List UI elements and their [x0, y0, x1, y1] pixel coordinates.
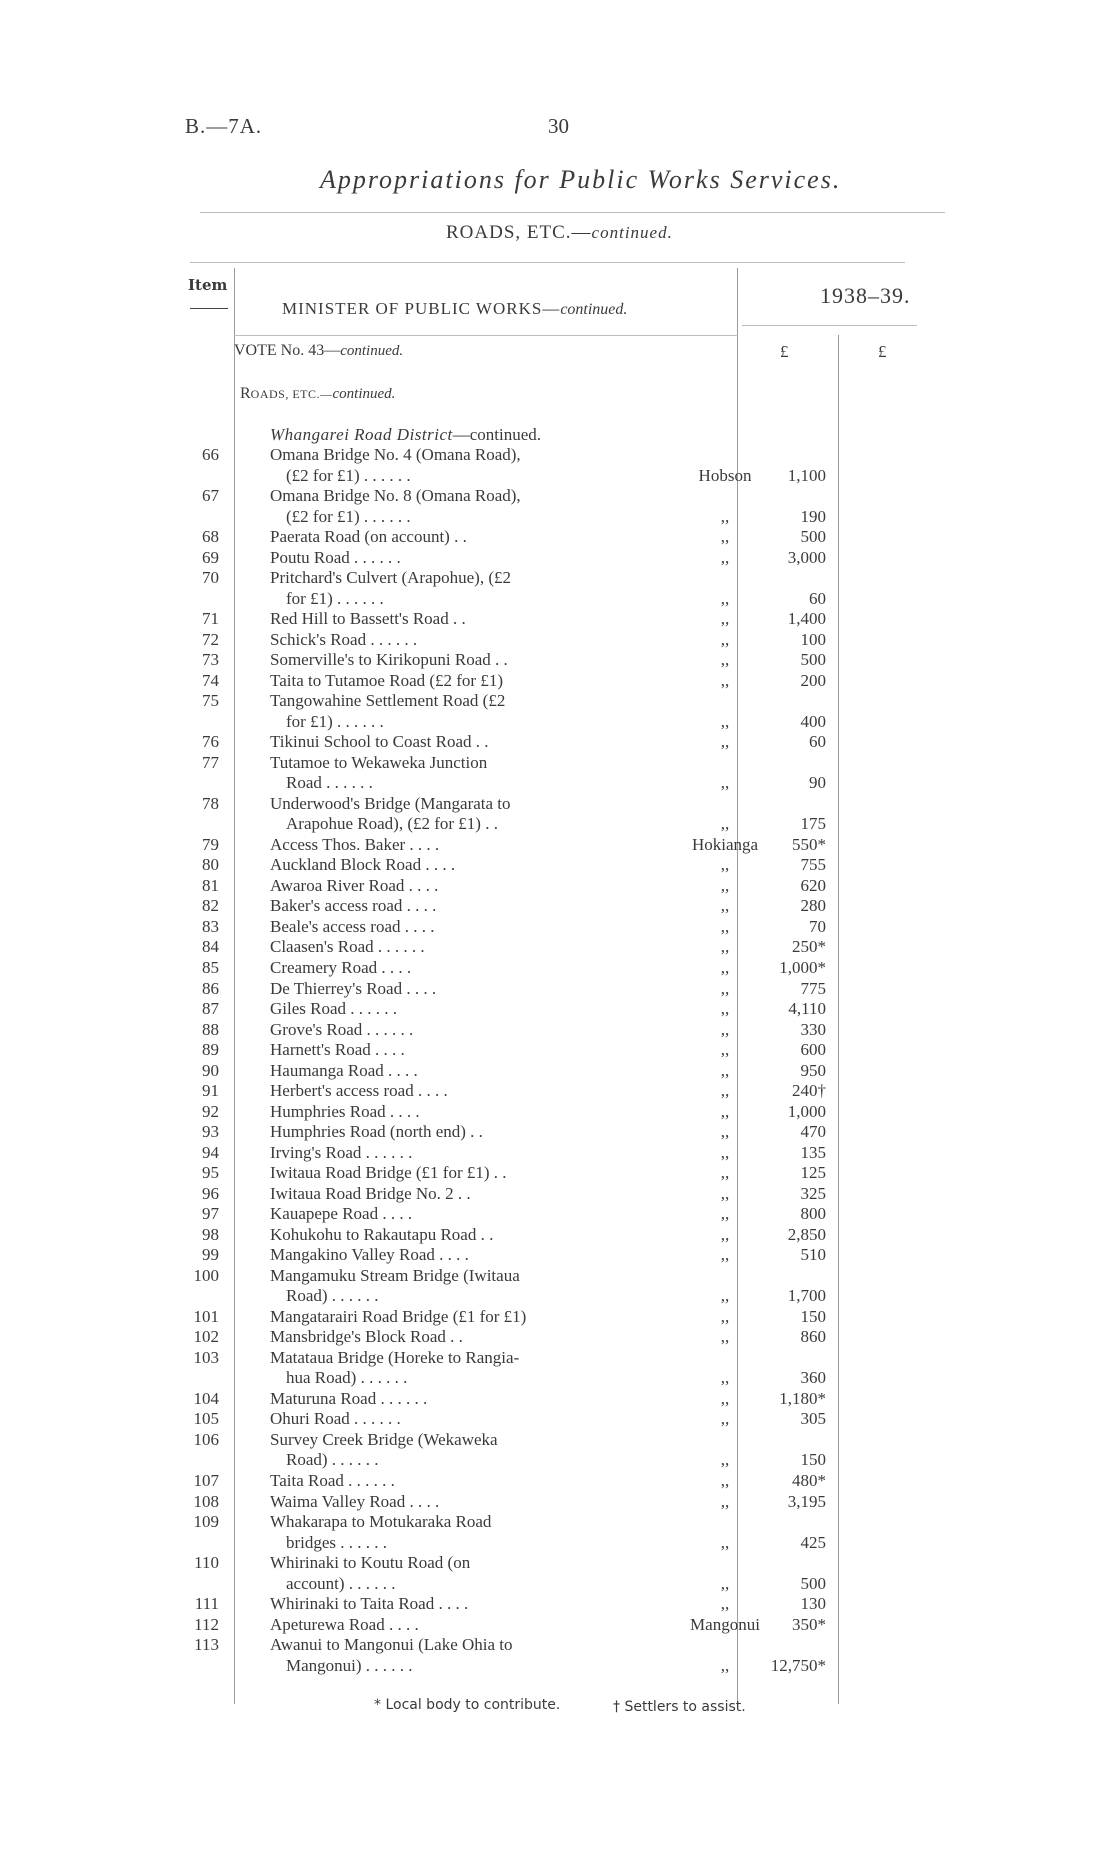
electorate: ,,: [720, 1019, 730, 1039]
amount: 550*: [792, 834, 826, 854]
item-number: 111: [194, 1594, 219, 1614]
item-number: 105: [193, 1409, 219, 1429]
district-heading: [270, 425, 541, 445]
item-number: 83: [202, 916, 219, 936]
electorate: ,,: [720, 588, 730, 608]
electorate: ,,: [720, 896, 730, 916]
item-number: 75: [202, 691, 219, 711]
item-description: Poutu Road . . . . . .: [270, 547, 401, 567]
electorate: ,,: [720, 1183, 730, 1203]
vote-heading-continued: continued.: [340, 343, 404, 359]
item-number: 101: [193, 1306, 219, 1326]
amount: 350*: [792, 1614, 826, 1634]
amount: 60: [809, 588, 826, 608]
minister-divider: [234, 335, 738, 336]
item-number: 68: [202, 527, 219, 547]
item-description: Whakarapa to Motukaraka Road: [270, 1512, 492, 1532]
item-description: Kohukohu to Rakautapu Road . .: [270, 1224, 494, 1244]
table-row: [0, 548, 1114, 569]
item-description: Matataua Bridge (Horeke to Rangia-: [270, 1347, 520, 1367]
item-number: 97: [202, 1204, 219, 1224]
table-row: [0, 1245, 1114, 1266]
amount: 470: [800, 1122, 826, 1142]
item-number: 72: [202, 629, 219, 649]
electorate: ,,: [720, 875, 730, 895]
item-description: Mangamuku Stream Bridge (Iwitaua: [270, 1265, 520, 1285]
amount: 60: [809, 732, 826, 752]
table-row: [0, 1635, 1114, 1676]
amount: 12,750*: [770, 1655, 826, 1675]
amount: 150: [800, 1450, 826, 1470]
amount: 175: [800, 814, 826, 834]
item-description: Survey Creek Bridge (Wekaweka: [270, 1429, 498, 1449]
item-description: Irving's Road . . . . . .: [270, 1142, 413, 1162]
electorate: ,,: [720, 506, 730, 526]
item-number: 94: [202, 1142, 219, 1162]
footnote-local-body: * Local body to contribute.: [374, 1697, 561, 1713]
item-description: Mangatarairi Road Bridge (£1 for £1): [270, 1306, 527, 1326]
title-divider: [200, 212, 945, 213]
roads-continued: continued.: [332, 386, 396, 402]
table-row: [0, 609, 1114, 630]
item-description: Paerata Road (on account) . .: [270, 527, 467, 547]
electorate: ,,: [720, 916, 730, 936]
table-row: [0, 732, 1114, 753]
document-reference: B.—7A.: [185, 114, 263, 138]
amount: 325: [800, 1183, 826, 1203]
table-top-rule: [190, 262, 905, 263]
electorate: Hobson: [698, 465, 752, 485]
item-number: 81: [202, 875, 219, 895]
amount: 500: [800, 527, 826, 547]
item-description: Ohuri Road . . . . . .: [270, 1409, 401, 1429]
item-description: Maturuna Road . . . . . .: [270, 1388, 428, 1408]
table-row: [0, 937, 1114, 958]
electorate: ,,: [720, 1163, 730, 1183]
item-number: 88: [202, 1019, 219, 1039]
amount: 100: [800, 629, 826, 649]
item-description: Road) . . . . . .: [286, 1450, 379, 1470]
electorate: ,,: [720, 1327, 730, 1347]
item-description: Pritchard's Culvert (Arapohue), (£2: [270, 568, 511, 588]
table-row: [0, 630, 1114, 651]
table-row: [0, 753, 1114, 794]
electorate: ,,: [720, 1122, 730, 1142]
electorate: ,,: [720, 1532, 730, 1552]
item-number: 112: [194, 1614, 219, 1634]
item-number: 80: [202, 855, 219, 875]
item-number: 110: [194, 1553, 219, 1573]
amount: 1,400: [787, 609, 826, 629]
table-row: [0, 1204, 1114, 1225]
electorate: ,,: [720, 670, 730, 690]
table-row: [0, 1040, 1114, 1061]
amount: 755: [800, 855, 826, 875]
amount: 500: [800, 1573, 826, 1593]
table-row: [0, 999, 1114, 1020]
table-row: [0, 1512, 1114, 1553]
item-description: Auckland Block Road . . . .: [270, 855, 456, 875]
district-name: Whangarei Road District: [270, 425, 453, 444]
amount: 480*: [792, 1471, 826, 1490]
item-number: 90: [202, 1060, 219, 1080]
amount: 200: [800, 670, 826, 690]
amount: 800: [800, 1204, 826, 1224]
footnote-settlers: † Settlers to assist.: [613, 1699, 746, 1715]
item-number: 86: [202, 978, 219, 998]
item-description: Arapohue Road), (£2 for £1) . .: [286, 814, 498, 834]
vote-heading: [234, 342, 403, 360]
year-header-underline: [742, 325, 917, 326]
table-row: [0, 1471, 1114, 1492]
table-row: [0, 671, 1114, 692]
table-row: [0, 896, 1114, 917]
item-number: 95: [202, 1163, 219, 1183]
item-number: 67: [202, 486, 219, 506]
item-number: 103: [193, 1347, 219, 1367]
amount: 425: [800, 1532, 826, 1552]
item-number: 76: [202, 732, 219, 752]
section-title: [446, 222, 673, 244]
item-description: Road) . . . . . .: [286, 1286, 379, 1306]
item-description: Kauapepe Road . . . .: [270, 1204, 413, 1224]
item-number: 104: [193, 1388, 219, 1408]
item-description: for £1) . . . . . .: [286, 588, 384, 608]
item-number: 74: [202, 670, 219, 690]
minister-heading: [282, 299, 627, 319]
electorate: ,,: [720, 1142, 730, 1162]
amount: 330: [800, 1019, 826, 1039]
roads-smallcaps: OADS, ETC.—: [250, 387, 333, 401]
amount: 360: [800, 1368, 826, 1388]
amount: 150: [800, 1306, 826, 1326]
item-description: Road . . . . . .: [286, 773, 373, 793]
electorate: ,,: [720, 1450, 730, 1470]
item-description: hua Road) . . . . . .: [286, 1368, 408, 1388]
page-number: 30: [548, 114, 569, 138]
item-description: Iwitaua Road Bridge No. 2 . .: [270, 1183, 471, 1203]
electorate: ,,: [720, 1060, 730, 1080]
year-column-header: 1938–39.: [820, 283, 911, 308]
item-number: 108: [193, 1491, 219, 1511]
item-number: 93: [202, 1122, 219, 1142]
item-description: Giles Road . . . . . .: [270, 999, 398, 1019]
table-row: [0, 1081, 1114, 1102]
amount: 600: [800, 1040, 826, 1060]
electorate: ,,: [720, 958, 730, 977]
item-number: 70: [202, 568, 219, 588]
amount: 400: [800, 711, 826, 731]
amount: 2,850: [787, 1224, 826, 1244]
item-description: Awaroa River Road . . . .: [270, 875, 439, 895]
table-row: [0, 1348, 1114, 1389]
item-description: Grove's Road . . . . . .: [270, 1019, 414, 1039]
item-description: bridges . . . . . .: [286, 1532, 388, 1552]
item-number: 73: [202, 650, 219, 670]
minister-heading-main: MINISTER OF PUBLIC WORKS—: [282, 299, 561, 318]
roads-subheading: [240, 385, 395, 403]
item-number: 78: [202, 793, 219, 813]
item-description: Tikinui School to Coast Road . .: [270, 732, 489, 752]
item-description: Humphries Road . . . .: [270, 1101, 420, 1121]
item-description: Mansbridge's Block Road . .: [270, 1327, 463, 1347]
table-row: [0, 1143, 1114, 1164]
item-header-underline: [190, 308, 228, 309]
item-number: 91: [202, 1081, 219, 1101]
item-description: Whirinaki to Taita Road . . . .: [270, 1594, 469, 1614]
item-description: Red Hill to Bassett's Road . .: [270, 609, 466, 629]
electorate: ,,: [720, 1101, 730, 1121]
item-number: 98: [202, 1224, 219, 1244]
electorate: ,,: [720, 609, 730, 629]
electorate: ,,: [720, 937, 730, 957]
amount: 1,000*: [779, 958, 826, 977]
item-number: 69: [202, 547, 219, 567]
amount: 250*: [792, 937, 826, 957]
table-row: [0, 650, 1114, 671]
minister-heading-continued: continued.: [560, 301, 628, 318]
item-description: (£2 for £1) . . . . . .: [286, 506, 411, 526]
page-title: Appropriations for Public Works Services.: [320, 165, 842, 194]
electorate: ,,: [720, 629, 730, 649]
item-description: Tutamoe to Wekaweka Junction: [270, 752, 488, 772]
table-row: [0, 855, 1114, 876]
item-description: Mangakino Valley Road . . . .: [270, 1245, 469, 1265]
table-row: [0, 486, 1114, 527]
table-row: [0, 691, 1114, 732]
item-description: Waima Valley Road . . . .: [270, 1491, 440, 1511]
item-description: account) . . . . . .: [286, 1573, 396, 1593]
amount: 775: [800, 978, 826, 998]
item-description: De Thierrey's Road . . . .: [270, 978, 437, 998]
roads-initial: R: [240, 385, 251, 402]
electorate: ,,: [720, 1655, 730, 1675]
item-description: Humphries Road (north end) . .: [270, 1122, 483, 1142]
electorate: ,,: [720, 1471, 730, 1490]
table-row: [0, 1615, 1114, 1636]
item-description: Underwood's Bridge (Mangarata to: [270, 793, 511, 813]
item-description: Beale's access road . . . .: [270, 916, 435, 936]
table-row: [0, 979, 1114, 1000]
amount: 950: [800, 1060, 826, 1080]
amount: 1,180*: [779, 1388, 826, 1408]
amount: 620: [800, 875, 826, 895]
item-number: 77: [202, 752, 219, 772]
amount: 190: [800, 506, 826, 526]
section-title-main: ROADS, ETC.—: [446, 222, 592, 243]
item-description: Somerville's to Kirikopuni Road . .: [270, 650, 508, 670]
electorate: ,,: [720, 1306, 730, 1326]
table-row: [0, 1184, 1114, 1205]
item-number: 79: [202, 834, 219, 854]
table-row: [0, 1389, 1114, 1410]
table-row: [0, 1307, 1114, 1328]
electorate: ,,: [720, 1286, 730, 1306]
table-row: [0, 1102, 1114, 1123]
electorate: Mangonui: [690, 1614, 760, 1634]
item-description: Harnett's Road . . . .: [270, 1040, 405, 1060]
table-row: [0, 1225, 1114, 1246]
amount: 90: [809, 773, 826, 793]
electorate: ,,: [720, 1594, 730, 1614]
amount: 280: [800, 896, 826, 916]
item-description: Tangowahine Settlement Road (£2: [270, 691, 506, 711]
item-number: 102: [193, 1327, 219, 1347]
table-row: [0, 445, 1114, 486]
amount: 305: [800, 1409, 826, 1429]
item-number: 109: [193, 1512, 219, 1532]
amount: 130: [800, 1594, 826, 1614]
currency-symbol-2: £: [878, 342, 887, 361]
item-description: Taita Road . . . . . .: [270, 1471, 395, 1490]
electorate: ,,: [720, 978, 730, 998]
table-row: [0, 1061, 1114, 1082]
electorate: ,,: [720, 1409, 730, 1429]
table-row: [0, 1020, 1114, 1041]
electorate: ,,: [720, 1388, 730, 1408]
vote-heading-main: VOTE No. 43—: [234, 342, 341, 359]
electorate: ,,: [720, 547, 730, 567]
table-row: [0, 1409, 1114, 1430]
electorate: ,,: [720, 773, 730, 793]
item-description: Herbert's access road . . . .: [270, 1081, 448, 1101]
table-row: [0, 794, 1114, 835]
item-description: for £1) . . . . . .: [286, 711, 384, 731]
table-row: [0, 1122, 1114, 1143]
table-row: [0, 1553, 1114, 1594]
electorate: ,,: [720, 1081, 730, 1101]
electorate: ,,: [720, 1040, 730, 1060]
item-description: Mangonui) . . . . . .: [286, 1655, 413, 1675]
electorate: ,,: [720, 999, 730, 1019]
item-description: (£2 for £1) . . . . . .: [286, 465, 411, 485]
item-number: 89: [202, 1040, 219, 1060]
item-description: Omana Bridge No. 4 (Omana Road),: [270, 445, 521, 464]
item-column-header: Item: [188, 276, 228, 294]
table-row: [0, 1430, 1114, 1471]
item-number: 113: [194, 1635, 219, 1655]
currency-symbol-1: £: [780, 342, 789, 361]
table-row: [0, 1492, 1114, 1513]
electorate: ,,: [720, 1573, 730, 1593]
table-row: [0, 568, 1114, 609]
electorate: ,,: [720, 650, 730, 670]
amount: 125: [800, 1163, 826, 1183]
table-row: [0, 917, 1114, 938]
section-title-continued: continued.: [591, 223, 673, 242]
item-number: 106: [193, 1429, 219, 1449]
item-number: 66: [202, 445, 219, 464]
amount: 1,000: [787, 1101, 826, 1121]
item-description: Baker's access road . . . .: [270, 896, 437, 916]
amount: 860: [800, 1327, 826, 1347]
item-number: 85: [202, 958, 219, 977]
item-description: Haumanga Road . . . .: [270, 1060, 418, 1080]
electorate: ,,: [720, 527, 730, 547]
item-number: 100: [193, 1265, 219, 1285]
item-description: Iwitaua Road Bridge (£1 for £1) . .: [270, 1163, 507, 1183]
table-row: [0, 1594, 1114, 1615]
amount: 500: [800, 650, 826, 670]
amount: 1,100: [787, 465, 826, 485]
electorate: ,,: [720, 711, 730, 731]
electorate: ,,: [720, 1245, 730, 1265]
item-description: Omana Bridge No. 8 (Omana Road),: [270, 486, 521, 506]
item-number: 87: [202, 999, 219, 1019]
item-number: 92: [202, 1101, 219, 1121]
amount: 510: [800, 1245, 826, 1265]
electorate: ,,: [720, 1224, 730, 1244]
item-description: Schick's Road . . . . . .: [270, 629, 418, 649]
table-row: [0, 1266, 1114, 1307]
item-description: Access Thos. Baker . . . .: [270, 834, 440, 854]
electorate: ,,: [720, 1491, 730, 1511]
table-row: [0, 527, 1114, 548]
electorate: ,,: [720, 814, 730, 834]
district-continued: —continued.: [452, 425, 542, 444]
item-number: 82: [202, 896, 219, 916]
electorate: ,,: [720, 1204, 730, 1224]
table-row: [0, 876, 1114, 897]
table-row: [0, 1327, 1114, 1348]
amount: 1,700: [787, 1286, 826, 1306]
item-number: 99: [202, 1245, 219, 1265]
item-description: Whirinaki to Koutu Road (on: [270, 1553, 471, 1573]
table-row: [0, 835, 1114, 856]
electorate: ,,: [720, 732, 730, 752]
amount: 135: [800, 1142, 826, 1162]
amount: 4,110: [788, 999, 826, 1019]
amount: 240†: [792, 1081, 826, 1101]
item-number: 84: [202, 937, 219, 957]
item-number: 71: [202, 609, 219, 629]
item-number: 107: [193, 1471, 219, 1490]
electorate: ,,: [720, 1368, 730, 1388]
item-description: Apeturewa Road . . . .: [270, 1614, 419, 1634]
item-description: Creamery Road . . . .: [270, 958, 412, 977]
item-description: Claasen's Road . . . . . .: [270, 937, 425, 957]
electorate: Hokianga: [691, 834, 759, 854]
item-description: Awanui to Mangonui (Lake Ohia to: [270, 1635, 513, 1655]
item-number: 96: [202, 1183, 219, 1203]
amount: 3,195: [787, 1491, 826, 1511]
table-row: [0, 958, 1114, 979]
item-description: Taita to Tutamoe Road (£2 for £1): [270, 670, 504, 690]
amount: 3,000: [787, 547, 826, 567]
table-row: [0, 1163, 1114, 1184]
amount: 70: [809, 916, 826, 936]
electorate: ,,: [720, 855, 730, 875]
